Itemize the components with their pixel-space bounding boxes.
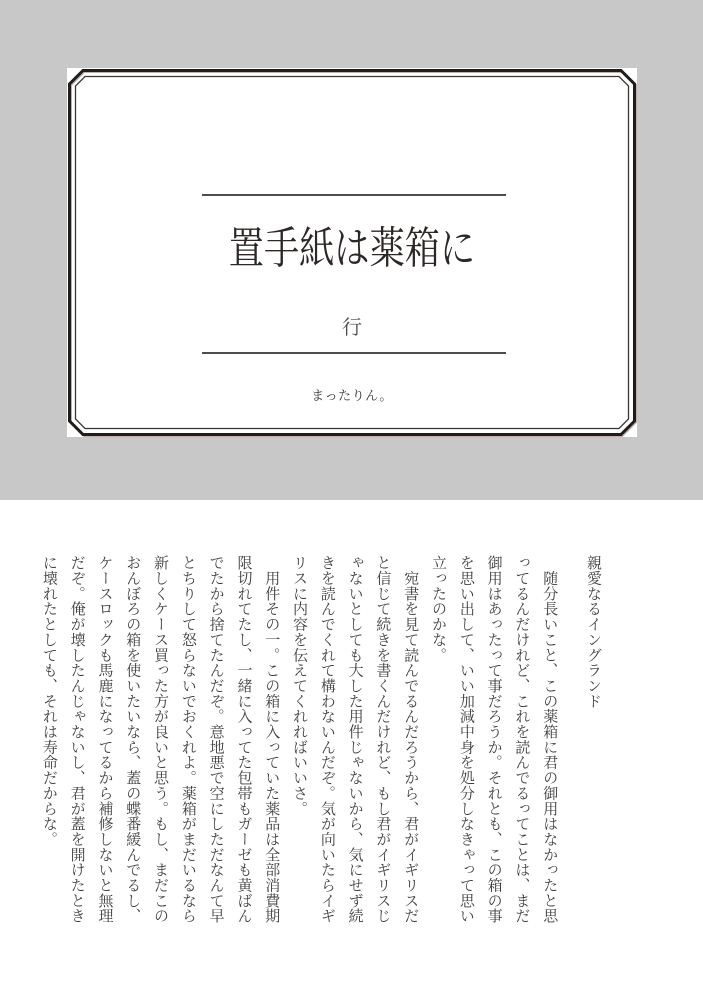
title-rule-top xyxy=(202,194,506,196)
title-rule-bottom xyxy=(202,352,506,354)
letter-line: リスに内容を伝えてくれればいいさ。 xyxy=(291,555,308,816)
letter-line: を思い出して、いい加減中身を処分しなきゃって思い xyxy=(457,555,474,924)
letter-line: 立ったのかな。 xyxy=(430,555,447,663)
book-subtitle: 行 xyxy=(342,317,362,339)
letter-line: 限切れてたし、一緒に入ってた包帯もガーゼも黄ばん xyxy=(235,555,252,924)
letter-line: 用件その一。この箱に入っていた薬品は全部消費期 xyxy=(263,555,280,924)
letter-line: 随分長いこと、この薬箱に君の御用はなかったと思 xyxy=(541,555,558,924)
letter-line: 親愛なるイングランド xyxy=(585,555,601,709)
letter-line: ケースロックも馬鹿になってるから補修しないと無理 xyxy=(96,555,113,924)
book-title: 置手紙は薬箱に xyxy=(228,224,476,273)
letter-line: 宛書を見て読んでるんだろうから、君がイギリスだ xyxy=(402,555,419,924)
letter-line: 御用はあったって事だろうか。それとも、この箱の事 xyxy=(485,555,502,924)
letter-section xyxy=(0,500,703,1000)
letter-line: に壊れたとしても、それは寿命だからな。 xyxy=(40,555,57,847)
letter-line: おんぼろの箱を使いたいなら、蓋の蝶番緩んでるし、 xyxy=(124,555,141,924)
letter-line: でたから捨てたんだぞ。意地悪で空にしただなんて早 xyxy=(207,555,224,924)
letter-line: 新しくケース買った方が良いと思う。もし、まだこの xyxy=(152,555,169,924)
letter-line: とちりして怒らないでおくれよ。薬箱がまだいるなら xyxy=(179,555,196,924)
letter-line: だぞ。俺が壊したんじゃないし、君が蓋を開けたとき xyxy=(68,555,85,924)
letter-line: きを読んでくれて構わないんだぞ。気が向いたらイギ xyxy=(318,555,335,924)
letter-line: と信じて続きを書くんだけれど、もし君がイギリスじ xyxy=(374,555,391,924)
letter-line: ってるんだけれど、これを読んでるってことは、まだ xyxy=(513,555,530,924)
author-name: まったりん。 xyxy=(311,388,393,403)
letter-text xyxy=(34,555,606,927)
letter-line: ゃないとしても大した用件じゃないから、気にせず続 xyxy=(346,555,363,924)
title-card xyxy=(67,68,637,437)
